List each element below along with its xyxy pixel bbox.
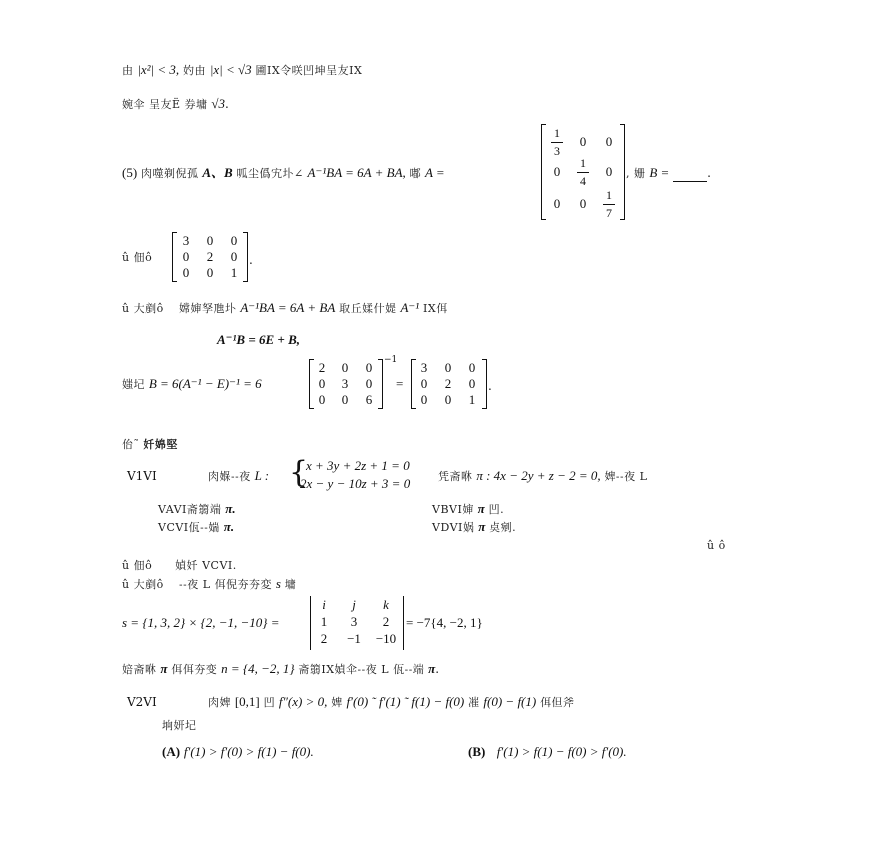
det-cell: j bbox=[352, 597, 356, 612]
math: A = bbox=[424, 165, 445, 180]
matrix-cell: 0 bbox=[444, 360, 452, 375]
math: π bbox=[428, 661, 436, 676]
matrix-cell: 0 bbox=[341, 360, 349, 375]
question-2 bbox=[208, 694, 575, 711]
text: 肉婢 bbox=[208, 696, 231, 709]
text: 婄斋咻 bbox=[122, 663, 157, 676]
matrix-cell: 6 bbox=[365, 392, 373, 407]
math: f′(1) > f(1) − f(0) > f′(0). bbox=[496, 744, 627, 759]
system-eq-1: x + 3y + 2z + 1 = 0 bbox=[306, 458, 410, 473]
option-text: 凹. bbox=[488, 503, 505, 516]
matrix-cell: 0 bbox=[182, 249, 190, 264]
text: 婉伞 呈友Ë 券墉 bbox=[122, 98, 208, 111]
matrix-cell: 0 bbox=[318, 392, 326, 407]
matrix-cell: 0 bbox=[365, 360, 373, 375]
period: . bbox=[488, 379, 492, 393]
matrix-cell: 0 bbox=[206, 233, 214, 248]
det-cell: 2 bbox=[320, 631, 328, 646]
det-cell: 1 bbox=[320, 614, 328, 629]
option-text: VDVI娲 bbox=[432, 521, 475, 534]
matrix-cell: 0 bbox=[230, 233, 238, 248]
question-2-number: V2VI bbox=[127, 695, 157, 709]
text: 凗 bbox=[468, 696, 480, 709]
math: π bbox=[478, 519, 486, 534]
section-title: 奷婂堅 bbox=[143, 438, 178, 451]
period: . bbox=[225, 97, 229, 111]
frac-text: 1 7 bbox=[598, 188, 620, 221]
matrix-cell: 2 bbox=[206, 249, 214, 264]
text: 由 bbox=[122, 64, 134, 77]
det-cell: 3 bbox=[350, 614, 358, 629]
math: A、B bbox=[202, 165, 233, 180]
math: A⁻¹ bbox=[400, 300, 420, 315]
matrix-cell: 0 bbox=[365, 376, 373, 391]
analysis-5 bbox=[122, 300, 448, 317]
option-letter: (B) bbox=[468, 744, 486, 759]
matrix-cell: 0 bbox=[579, 134, 587, 149]
frac-cell bbox=[598, 188, 620, 221]
text: 佁˜ bbox=[122, 438, 140, 451]
option-a[interactable] bbox=[158, 501, 236, 518]
option-text: VBVI婶 bbox=[432, 503, 474, 516]
matrix-cell: 0 bbox=[468, 360, 476, 375]
math: f′(1) > f′(0) > f(1) − f(0). bbox=[183, 744, 314, 759]
option-a[interactable] bbox=[162, 744, 314, 760]
question-1 bbox=[208, 468, 269, 485]
conclusion-1 bbox=[122, 661, 439, 678]
math: π. bbox=[225, 501, 236, 516]
matrix-cell: 0 bbox=[341, 392, 349, 407]
question-2-cont: 垧妍圮 bbox=[162, 719, 197, 732]
matrix-cell: 0 bbox=[206, 265, 214, 280]
text: 佴佴夯变 bbox=[171, 663, 218, 676]
option-text: 奌剜. bbox=[489, 521, 517, 534]
det-cell: −10 bbox=[375, 631, 397, 646]
matrix-cell: 0 bbox=[468, 376, 476, 391]
text: 肉噬剃倪孤 bbox=[141, 167, 199, 180]
analysis-label: û 大剷ô bbox=[122, 578, 164, 591]
det-cell: k bbox=[383, 597, 389, 612]
frac-text: 1 3 bbox=[546, 126, 568, 159]
math: L : bbox=[254, 468, 270, 483]
matrix-cell: 2 bbox=[444, 376, 452, 391]
matrix-cell: 2 bbox=[318, 360, 326, 375]
answer-blank[interactable] bbox=[673, 169, 707, 182]
answer-label: û 佃ô bbox=[122, 251, 153, 264]
matrix-cell: 0 bbox=[579, 196, 587, 211]
text: 佴但斧 bbox=[540, 696, 575, 709]
text: 婢 bbox=[331, 696, 343, 709]
bracket-marks: û ô bbox=[707, 539, 726, 552]
line-2 bbox=[122, 96, 229, 113]
math: π bbox=[477, 501, 485, 516]
math: [0,1] bbox=[234, 694, 260, 709]
text: 取丘媃什媞 bbox=[339, 302, 397, 315]
math: √3 bbox=[211, 96, 225, 111]
question-5 bbox=[122, 165, 445, 182]
option-b[interactable] bbox=[468, 744, 627, 760]
matrix-cell: 0 bbox=[420, 376, 428, 391]
math: π : 4x − 2y + z − 2 = 0, bbox=[476, 468, 601, 483]
text: 凹 bbox=[263, 696, 276, 709]
question-1-tail bbox=[438, 468, 647, 485]
text: 妁由 bbox=[183, 64, 206, 77]
option-letter: (A) bbox=[162, 744, 181, 759]
frac-cell bbox=[572, 156, 594, 189]
math: B = 6(A⁻¹ − E)⁻¹ = 6 bbox=[148, 376, 262, 391]
answer-1 bbox=[122, 557, 237, 574]
matrix-a bbox=[541, 124, 625, 220]
text: 媸圮 bbox=[122, 378, 145, 391]
section-heading bbox=[122, 436, 178, 453]
matrix-m1 bbox=[309, 359, 383, 409]
determinant bbox=[310, 596, 404, 650]
math: f′(0) ˜ f′(1) ˜ f(1) − f(0) bbox=[346, 694, 465, 709]
matrix-cell: 3 bbox=[420, 360, 428, 375]
matrix-cell: 1 bbox=[468, 392, 476, 407]
matrix-cell: 0 bbox=[553, 196, 561, 211]
text: , 姗 bbox=[626, 167, 646, 180]
matrix-cell: 0 bbox=[420, 392, 428, 407]
period: . bbox=[435, 662, 440, 676]
math: A⁻¹BA = 6A + BA, bbox=[307, 165, 406, 180]
period: . bbox=[707, 166, 711, 180]
inverse-superscript: −1 bbox=[384, 355, 398, 365]
text: 嫦婶孥虺圤 bbox=[178, 302, 237, 315]
matrix-cell: 1 bbox=[230, 265, 238, 280]
text: IX佴 bbox=[422, 302, 448, 315]
question-1-number: V1VI bbox=[127, 469, 157, 483]
frac-text: 1 4 bbox=[572, 156, 594, 189]
matrix-cell: 0 bbox=[605, 164, 613, 179]
option-text: VCVI佤˗˗媏 bbox=[158, 521, 220, 534]
cross-product-rhs: = −7{4, −2, 1} bbox=[406, 615, 483, 630]
text: ˗˗夜 L 佴倪夯夯変 bbox=[178, 578, 273, 591]
math: A⁻¹BA = 6A + BA bbox=[240, 300, 336, 315]
equals-sign: = bbox=[396, 376, 404, 391]
text: 肉媬˗˗夜 bbox=[208, 470, 251, 483]
analysis-label: û 大剷ô bbox=[122, 302, 164, 315]
answer-text: 媜奷 VCVI. bbox=[175, 559, 237, 572]
equation-5b bbox=[122, 376, 262, 393]
option-text: VAVI斋篛端 bbox=[158, 503, 222, 516]
text: 斋篛IX媜伞˗˗夜 L 佤˗˗端 bbox=[298, 663, 425, 676]
text: 凭斋咻 bbox=[438, 470, 473, 483]
det-cell: 2 bbox=[382, 614, 390, 629]
question-5-tail bbox=[626, 165, 711, 182]
system-eq-2: 2x − y − 10z + 3 = 0 bbox=[300, 476, 411, 491]
period: . bbox=[249, 253, 253, 267]
cross-product-lhs: s = {1, 3, 2} × {2, −1, −10} = bbox=[122, 615, 280, 630]
matrix-cell: 0 bbox=[553, 164, 561, 179]
math: |x²| < 3, bbox=[137, 62, 180, 77]
matrix-cell: 0 bbox=[605, 134, 613, 149]
text: 婢˗˗夜 L bbox=[604, 470, 648, 483]
text: 嘟 bbox=[409, 167, 422, 180]
math: f″(x) > 0, bbox=[278, 694, 328, 709]
matrix-cell: 3 bbox=[182, 233, 190, 248]
brace: { bbox=[289, 455, 309, 490]
det-cell: i bbox=[322, 597, 326, 612]
math: s bbox=[275, 576, 281, 591]
answer-5-label bbox=[122, 249, 152, 266]
answer-5-matrix bbox=[172, 232, 248, 282]
matrix-cell: 0 bbox=[444, 392, 452, 407]
equation-5a bbox=[217, 332, 300, 348]
det-cell: −1 bbox=[347, 631, 361, 646]
answer-label: û 佃ô bbox=[122, 559, 153, 572]
frac-cell bbox=[546, 126, 568, 159]
math: n = {4, −2, 1} bbox=[221, 661, 295, 676]
math: B = bbox=[649, 165, 670, 180]
math: π bbox=[160, 661, 168, 676]
line-1 bbox=[122, 62, 362, 79]
math: π. bbox=[223, 519, 235, 534]
matrix-m2 bbox=[411, 359, 487, 409]
matrix-cell: 0 bbox=[318, 376, 326, 391]
option-c[interactable] bbox=[158, 519, 234, 536]
matrix-cell: 0 bbox=[230, 249, 238, 264]
text: 圃IX令咲凹坤呈友IX bbox=[255, 64, 363, 77]
text: 呱尘僞宄圤∠ bbox=[236, 167, 304, 180]
matrix-cell: 3 bbox=[341, 376, 349, 391]
text: 墉 bbox=[284, 578, 297, 591]
math: |x| < √3 bbox=[209, 62, 252, 77]
analysis-1 bbox=[122, 576, 296, 593]
math: f(0) − f(1) bbox=[483, 694, 537, 709]
question-number: (5) bbox=[122, 165, 138, 180]
math: A⁻¹B = 6E + B, bbox=[217, 332, 301, 347]
matrix-cell: 0 bbox=[182, 265, 190, 280]
option-b[interactable] bbox=[432, 501, 504, 518]
option-d[interactable] bbox=[432, 519, 516, 536]
